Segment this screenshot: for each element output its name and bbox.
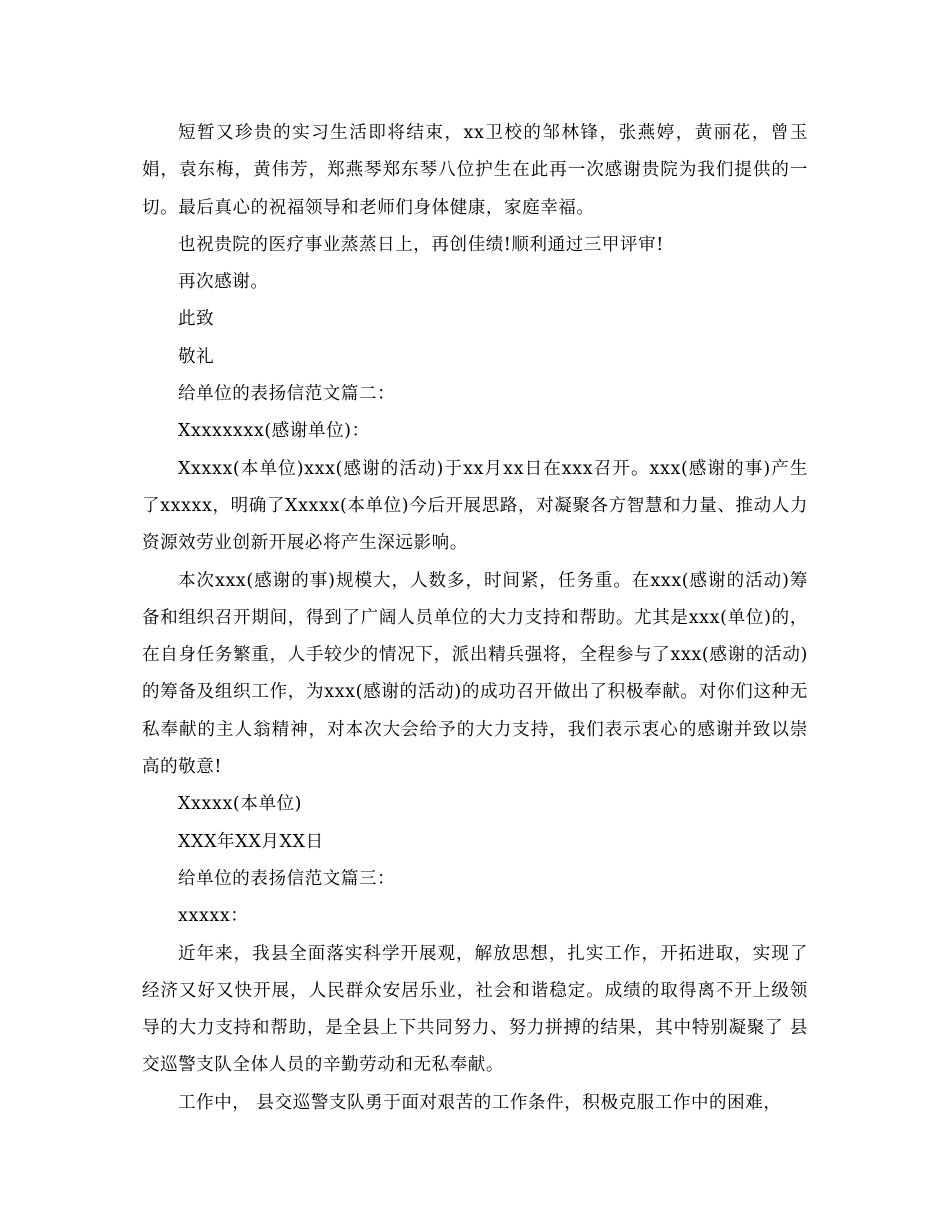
paragraph-support: 本次xxx(感谢的事)规模大，人数多，时间紧，任务重。在xxx(感谢的活动)筹备和组织召开期间，得到了广阔人员单位的大力支持和帮助。尤其是xxx(单位)的，在自身任务繁重，人手较少的情况下，派出精兵强将，全程参与了xxx(感谢的活动)的筹备及组织工作，为xxx(感谢的活动)的成功召开做出了积极奉献。对你们这种无私奉献的主人翁精神，对本次大会给予的大力支持，我们表示衷心的感谢并致以崇高的敬意! xyxy=(142,570,808,778)
paragraph-achievements: 近年来，我县全面落实科学开展观，解放思想，扎实工作，开拓进取，实现了经济又好又快开展，人民群众安居乐业，社会和谐稳定。成绩的取得离不开上级领导的大力支持和帮助，是全县上下共同努力、努力拼搏的结果，其中特别凝聚了 县交巡警支队全体人员的辛勤劳动和无私奉献。 xyxy=(142,943,808,1076)
paragraph-thanks-again: 再次感谢。 xyxy=(178,272,269,293)
salutation-2: Xxxxxxxx(感谢单位)： xyxy=(178,421,370,442)
closing-jingli: 敬礼 xyxy=(178,346,215,367)
signature-date: XXX年XX月XX日 xyxy=(178,831,324,852)
paragraph-thanks-interns: 短暂又珍贵的实习生活即将结束，xx卫校的邹林锋，张燕婷，黄丽花，曾玉娟，袁东梅，黄伟芳，郑燕琴郑东琴八位护生在此再一次感谢贵院为我们提供的一切。最后真心的祝福领导和老师们身体健康，家庭幸福。 xyxy=(142,123,808,218)
signature-unit: Xxxxx(本单位) xyxy=(178,794,303,815)
paragraph-event: Xxxxx(本单位)xxx(感谢的活动)于xx月xx日在xxx召开。xxx(感谢的事)产生了xxxxx，明确了Xxxxx(本单位)今后开展思路，对凝聚各方智慧和力量、推动人力资源效劳业创新开展必将产生深远影响。 xyxy=(142,458,808,554)
salutation-3: xxxxx： xyxy=(178,906,249,927)
document-body xyxy=(142,115,808,1122)
paragraph-wishes: 也祝贵院的医疗事业蒸蒸日上，再创佳绩!顺利通过三甲评审! xyxy=(178,234,664,255)
section-heading-2: 给单位的表扬信范文篇二： xyxy=(178,384,396,405)
section-heading-3: 给单位的表扬信范文篇三： xyxy=(178,868,396,889)
closing-cizhi: 此致 xyxy=(178,309,215,330)
paragraph-work: 工作中， 县交巡警支队勇于面对艰苦的工作条件，积极克服工作中的困难， xyxy=(178,1092,782,1113)
